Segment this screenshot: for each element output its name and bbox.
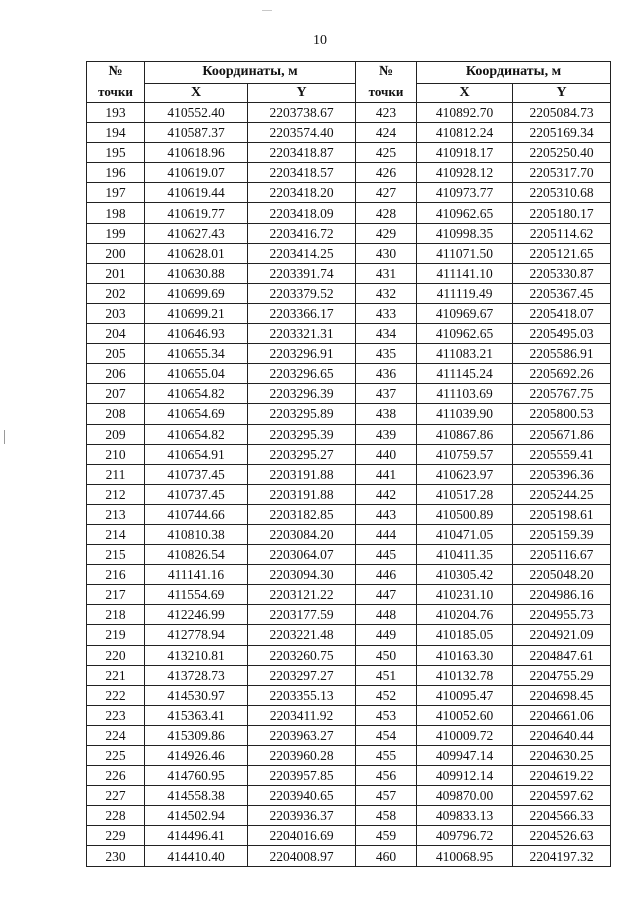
y-coordinate-cell: 2203418.57	[248, 163, 356, 183]
table-row	[87, 806, 611, 826]
point-number-cell: 435	[356, 344, 417, 364]
num-symbol: №	[108, 64, 123, 79]
y-coordinate-cell: 2203940.65	[248, 786, 356, 806]
y-coordinate-cell: 2203738.67	[248, 103, 356, 123]
y-coordinate-cell: 2203355.13	[248, 685, 356, 705]
point-number-cell: 441	[356, 464, 417, 484]
x-coordinate-cell: 410552.40	[145, 103, 248, 123]
table-row	[87, 504, 611, 524]
point-number-cell: 208	[87, 404, 145, 424]
point-number-cell: 223	[87, 705, 145, 725]
y-coordinate-cell: 2203296.65	[248, 364, 356, 384]
coords-header: Координаты, м	[145, 62, 356, 84]
y-coordinate-cell: 2203418.09	[248, 203, 356, 223]
point-number-cell: 228	[87, 806, 145, 826]
y-coordinate-cell: 2205198.61	[513, 504, 611, 524]
x-coordinate-cell: 412778.94	[145, 625, 248, 645]
x-coordinate-cell: 411103.69	[417, 384, 513, 404]
point-number-cell: 448	[356, 605, 417, 625]
y-coordinate-cell: 2203260.75	[248, 645, 356, 665]
point-number-cell: 438	[356, 404, 417, 424]
x-coordinate-cell: 410627.43	[145, 223, 248, 243]
x-coordinate-cell: 410500.89	[417, 504, 513, 524]
x-coordinate-cell: 410892.70	[417, 103, 513, 123]
y-coordinate-cell: 2205767.75	[513, 384, 611, 404]
point-number-cell: 219	[87, 625, 145, 645]
point-number-cell: 446	[356, 565, 417, 585]
point-number-cell: 440	[356, 444, 417, 464]
table-row	[87, 484, 611, 504]
table-row	[87, 404, 611, 424]
y-coordinate-cell: 2203221.48	[248, 625, 356, 645]
y-coordinate-cell: 2204755.29	[513, 665, 611, 685]
table-row	[87, 665, 611, 685]
y-coordinate-cell: 2205250.40	[513, 143, 611, 163]
x-coordinate-cell: 411554.69	[145, 585, 248, 605]
point-number-cell: 455	[356, 746, 417, 766]
table-row	[87, 625, 611, 645]
table-row	[87, 384, 611, 404]
y-coordinate-cell: 2203379.52	[248, 283, 356, 303]
page-number: 10	[313, 33, 327, 48]
point-number-cell: 205	[87, 344, 145, 364]
y-coordinate-cell: 2203121.22	[248, 585, 356, 605]
x-coordinate-cell: 410411.35	[417, 545, 513, 565]
y-coordinate-cell: 2204986.16	[513, 585, 611, 605]
x-coordinate-cell: 411141.10	[417, 263, 513, 283]
table-row	[87, 545, 611, 565]
x-coordinate-cell: 409947.14	[417, 746, 513, 766]
y-coordinate-cell: 2203414.25	[248, 243, 356, 263]
y-coordinate-cell: 2203296.39	[248, 384, 356, 404]
y-coordinate-cell: 2203064.07	[248, 545, 356, 565]
point-number-cell: 456	[356, 766, 417, 786]
x-coordinate-cell: 410962.65	[417, 324, 513, 344]
table-row	[87, 746, 611, 766]
point-number-cell: 453	[356, 705, 417, 725]
x-coordinate-cell: 410630.88	[145, 263, 248, 283]
x-coordinate-cell: 410826.54	[145, 545, 248, 565]
point-number-cell: 227	[87, 786, 145, 806]
x-coordinate-cell: 410867.86	[417, 424, 513, 444]
y-coordinate-cell: 2205692.26	[513, 364, 611, 384]
x-coordinate-cell: 410969.67	[417, 303, 513, 323]
point-number-cell: 198	[87, 203, 145, 223]
y-header: Y	[248, 83, 356, 102]
table-row	[87, 826, 611, 846]
table-row	[87, 786, 611, 806]
point-number-cell: 459	[356, 826, 417, 846]
point-number-cell: 429	[356, 223, 417, 243]
y-coordinate-cell: 2204955.73	[513, 605, 611, 625]
x-coordinate-cell: 414558.38	[145, 786, 248, 806]
x-coordinate-cell: 410810.38	[145, 524, 248, 544]
point-number-cell: 218	[87, 605, 145, 625]
y-coordinate-cell: 2203963.27	[248, 725, 356, 745]
x-coordinate-cell: 410095.47	[417, 685, 513, 705]
x-coordinate-cell: 409833.13	[417, 806, 513, 826]
x-coordinate-cell: 414496.41	[145, 826, 248, 846]
point-number-cell: 451	[356, 665, 417, 685]
table-row	[87, 685, 611, 705]
point-number-header	[87, 62, 145, 103]
table-row	[87, 846, 611, 866]
x-coordinate-cell: 410628.01	[145, 243, 248, 263]
x-coordinate-cell: 410654.91	[145, 444, 248, 464]
y-coordinate-cell: 2204619.22	[513, 766, 611, 786]
table-row	[87, 444, 611, 464]
point-number-cell: 445	[356, 545, 417, 565]
point-number-cell: 194	[87, 123, 145, 143]
point-number-cell: 214	[87, 524, 145, 544]
y-coordinate-cell: 2204640.44	[513, 725, 611, 745]
point-number-cell: 447	[356, 585, 417, 605]
point-number-cell: 226	[87, 766, 145, 786]
point-number-cell: 427	[356, 183, 417, 203]
y-coordinate-cell: 2203321.31	[248, 324, 356, 344]
x-coordinate-cell: 410737.45	[145, 484, 248, 504]
point-number-cell: 195	[87, 143, 145, 163]
y-header: Y	[513, 83, 611, 102]
x-coordinate-cell: 415309.86	[145, 725, 248, 745]
point-number-cell: 220	[87, 645, 145, 665]
point-number-cell: 229	[87, 826, 145, 846]
point-number-cell: 433	[356, 303, 417, 323]
y-coordinate-cell: 2205180.17	[513, 203, 611, 223]
table-row	[87, 344, 611, 364]
point-number-cell: 225	[87, 746, 145, 766]
x-coordinate-cell: 410618.96	[145, 143, 248, 163]
table-row	[87, 283, 611, 303]
x-coordinate-cell: 410471.05	[417, 524, 513, 544]
table-row	[87, 203, 611, 223]
y-coordinate-cell: 2203416.72	[248, 223, 356, 243]
point-number-cell: 213	[87, 504, 145, 524]
y-coordinate-cell: 2203418.20	[248, 183, 356, 203]
x-coordinate-cell: 410699.21	[145, 303, 248, 323]
y-coordinate-cell: 2205367.45	[513, 283, 611, 303]
y-coordinate-cell: 2203296.91	[248, 344, 356, 364]
x-coordinate-cell: 412246.99	[145, 605, 248, 625]
x-coordinate-cell: 410962.65	[417, 203, 513, 223]
point-number-cell: 210	[87, 444, 145, 464]
point-number-cell: 196	[87, 163, 145, 183]
y-coordinate-cell: 2203084.20	[248, 524, 356, 544]
point-number-cell: 431	[356, 263, 417, 283]
point-number-cell: 215	[87, 545, 145, 565]
x-coordinate-cell: 410052.60	[417, 705, 513, 725]
x-coordinate-cell: 410998.35	[417, 223, 513, 243]
x-coordinate-cell: 410654.82	[145, 424, 248, 444]
table-row	[87, 565, 611, 585]
x-coordinate-cell: 411039.90	[417, 404, 513, 424]
x-coordinate-cell: 410918.17	[417, 143, 513, 163]
table-row	[87, 364, 611, 384]
point-number-cell: 449	[356, 625, 417, 645]
table-row	[87, 123, 611, 143]
y-coordinate-cell: 2204698.45	[513, 685, 611, 705]
x-coordinate-cell: 409796.72	[417, 826, 513, 846]
x-coordinate-cell: 415363.41	[145, 705, 248, 725]
y-coordinate-cell: 2205116.67	[513, 545, 611, 565]
point-number-cell: 212	[87, 484, 145, 504]
y-coordinate-cell: 2203177.59	[248, 605, 356, 625]
x-coordinate-cell: 411071.50	[417, 243, 513, 263]
table-row	[87, 766, 611, 786]
table-row	[87, 645, 611, 665]
x-coordinate-cell: 410973.77	[417, 183, 513, 203]
y-coordinate-cell: 2203391.74	[248, 263, 356, 283]
scan-artifact	[4, 430, 5, 444]
point-number-cell: 458	[356, 806, 417, 826]
point-number-cell: 209	[87, 424, 145, 444]
x-coordinate-cell: 414410.40	[145, 846, 248, 866]
x-coordinate-cell: 410812.24	[417, 123, 513, 143]
y-coordinate-cell: 2205159.39	[513, 524, 611, 544]
y-coordinate-cell: 2205396.36	[513, 464, 611, 484]
table-row	[87, 303, 611, 323]
table-row	[87, 705, 611, 725]
x-coordinate-cell: 409870.00	[417, 786, 513, 806]
table-row	[87, 524, 611, 544]
x-coordinate-cell: 414502.94	[145, 806, 248, 826]
point-number-cell: 454	[356, 725, 417, 745]
table-row	[87, 243, 611, 263]
y-coordinate-cell: 2205330.87	[513, 263, 611, 283]
x-coordinate-cell: 410623.97	[417, 464, 513, 484]
y-coordinate-cell: 2205169.34	[513, 123, 611, 143]
y-coordinate-cell: 2205495.03	[513, 324, 611, 344]
x-coordinate-cell: 414760.95	[145, 766, 248, 786]
x-coordinate-cell: 410654.82	[145, 384, 248, 404]
num-sub-label: точки	[368, 84, 404, 99]
point-number-cell: 436	[356, 364, 417, 384]
x-coordinate-cell: 410619.77	[145, 203, 248, 223]
y-coordinate-cell: 2203094.30	[248, 565, 356, 585]
x-coordinate-cell: 410068.95	[417, 846, 513, 866]
y-coordinate-cell: 2204597.62	[513, 786, 611, 806]
x-coordinate-cell: 410163.30	[417, 645, 513, 665]
point-number-cell: 199	[87, 223, 145, 243]
point-number-cell: 450	[356, 645, 417, 665]
y-coordinate-cell: 2204526.63	[513, 826, 611, 846]
point-number-cell: 206	[87, 364, 145, 384]
x-coordinate-cell: 410185.05	[417, 625, 513, 645]
y-coordinate-cell: 2204847.61	[513, 645, 611, 665]
point-number-cell: 203	[87, 303, 145, 323]
point-number-cell: 457	[356, 786, 417, 806]
point-number-cell: 201	[87, 263, 145, 283]
x-coordinate-cell: 410744.66	[145, 504, 248, 524]
x-coordinate-cell: 414530.97	[145, 685, 248, 705]
point-number-cell: 423	[356, 103, 417, 123]
point-number-cell: 434	[356, 324, 417, 344]
x-coordinate-cell: 411083.21	[417, 344, 513, 364]
table-row	[87, 424, 611, 444]
x-coordinate-cell: 410646.93	[145, 324, 248, 344]
y-coordinate-cell: 2205121.65	[513, 243, 611, 263]
x-coordinate-cell: 410928.12	[417, 163, 513, 183]
y-coordinate-cell: 2204566.33	[513, 806, 611, 826]
y-coordinate-cell: 2205800.53	[513, 404, 611, 424]
x-coordinate-cell: 410009.72	[417, 725, 513, 745]
point-number-cell: 437	[356, 384, 417, 404]
table-row	[87, 143, 611, 163]
point-number-cell: 443	[356, 504, 417, 524]
y-coordinate-cell: 2205244.25	[513, 484, 611, 504]
x-coordinate-cell: 410654.69	[145, 404, 248, 424]
point-number-header	[356, 62, 417, 103]
x-coordinate-cell: 413728.73	[145, 665, 248, 685]
point-number-cell: 425	[356, 143, 417, 163]
table-row	[87, 605, 611, 625]
x-coordinate-cell: 409912.14	[417, 766, 513, 786]
point-number-cell: 211	[87, 464, 145, 484]
x-coordinate-cell: 410619.44	[145, 183, 248, 203]
point-number-cell: 452	[356, 685, 417, 705]
table-row	[87, 324, 611, 344]
point-number-cell: 439	[356, 424, 417, 444]
table-row	[87, 183, 611, 203]
point-number-cell: 460	[356, 846, 417, 866]
x-coordinate-cell: 410517.28	[417, 484, 513, 504]
y-coordinate-cell: 2204016.69	[248, 826, 356, 846]
table-row	[87, 464, 611, 484]
point-number-cell: 217	[87, 585, 145, 605]
coords-header: Координаты, м	[417, 62, 611, 84]
y-coordinate-cell: 2205084.73	[513, 103, 611, 123]
y-coordinate-cell: 2205317.70	[513, 163, 611, 183]
point-number-cell: 202	[87, 283, 145, 303]
y-coordinate-cell: 2203295.89	[248, 404, 356, 424]
x-coordinate-cell: 410655.34	[145, 344, 248, 364]
x-coordinate-cell: 410231.10	[417, 585, 513, 605]
y-coordinate-cell: 2205310.68	[513, 183, 611, 203]
table-row	[87, 725, 611, 745]
table-body	[87, 103, 611, 867]
y-coordinate-cell: 2203411.92	[248, 705, 356, 725]
y-coordinate-cell: 2205418.07	[513, 303, 611, 323]
y-coordinate-cell: 2205671.86	[513, 424, 611, 444]
point-number-cell: 230	[87, 846, 145, 866]
y-coordinate-cell: 2204921.09	[513, 625, 611, 645]
y-coordinate-cell: 2205048.20	[513, 565, 611, 585]
x-coordinate-cell: 410655.04	[145, 364, 248, 384]
point-number-cell: 193	[87, 103, 145, 123]
table-row	[87, 263, 611, 283]
scan-artifact	[262, 10, 272, 11]
point-number-cell: 444	[356, 524, 417, 544]
num-symbol: №	[378, 64, 394, 79]
y-coordinate-cell: 2203191.88	[248, 464, 356, 484]
y-coordinate-cell: 2203191.88	[248, 484, 356, 504]
y-coordinate-cell: 2205114.62	[513, 223, 611, 243]
point-number-cell: 207	[87, 384, 145, 404]
table-row	[87, 103, 611, 123]
x-coordinate-cell: 410204.76	[417, 605, 513, 625]
coordinates-table	[86, 61, 611, 867]
point-number-cell: 222	[87, 685, 145, 705]
y-coordinate-cell: 2205559.41	[513, 444, 611, 464]
y-coordinate-cell: 2203182.85	[248, 504, 356, 524]
x-coordinate-cell: 411119.49	[417, 283, 513, 303]
point-number-cell: 204	[87, 324, 145, 344]
y-coordinate-cell: 2203574.40	[248, 123, 356, 143]
y-coordinate-cell: 2204197.32	[513, 846, 611, 866]
x-coordinate-cell: 411141.16	[145, 565, 248, 585]
y-coordinate-cell: 2204008.97	[248, 846, 356, 866]
table-row	[87, 163, 611, 183]
point-number-cell: 216	[87, 565, 145, 585]
x-header: X	[417, 83, 513, 102]
table-row	[87, 585, 611, 605]
point-number-cell: 430	[356, 243, 417, 263]
point-number-cell: 221	[87, 665, 145, 685]
point-number-cell: 424	[356, 123, 417, 143]
point-number-cell: 432	[356, 283, 417, 303]
x-coordinate-cell: 414926.46	[145, 746, 248, 766]
x-coordinate-cell: 410737.45	[145, 464, 248, 484]
x-coordinate-cell: 413210.81	[145, 645, 248, 665]
x-coordinate-cell: 410699.69	[145, 283, 248, 303]
point-number-cell: 224	[87, 725, 145, 745]
y-coordinate-cell: 2203297.27	[248, 665, 356, 685]
point-number-cell: 426	[356, 163, 417, 183]
table-row	[87, 223, 611, 243]
point-number-cell: 442	[356, 484, 417, 504]
x-coordinate-cell: 410132.78	[417, 665, 513, 685]
y-coordinate-cell: 2203295.27	[248, 444, 356, 464]
y-coordinate-cell: 2203295.39	[248, 424, 356, 444]
y-coordinate-cell: 2203936.37	[248, 806, 356, 826]
y-coordinate-cell: 2203957.85	[248, 766, 356, 786]
x-coordinate-cell: 411145.24	[417, 364, 513, 384]
point-number-cell: 428	[356, 203, 417, 223]
x-coordinate-cell: 410759.57	[417, 444, 513, 464]
point-number-cell: 200	[87, 243, 145, 263]
num-sub-label: точки	[98, 84, 133, 99]
y-coordinate-cell: 2203418.87	[248, 143, 356, 163]
y-coordinate-cell: 2203366.17	[248, 303, 356, 323]
point-number-cell: 197	[87, 183, 145, 203]
x-coordinate-cell: 410305.42	[417, 565, 513, 585]
x-coordinate-cell: 410587.37	[145, 123, 248, 143]
y-coordinate-cell: 2205586.91	[513, 344, 611, 364]
y-coordinate-cell: 2204630.25	[513, 746, 611, 766]
x-header: X	[145, 83, 248, 102]
y-coordinate-cell: 2204661.06	[513, 705, 611, 725]
x-coordinate-cell: 410619.07	[145, 163, 248, 183]
y-coordinate-cell: 2203960.28	[248, 746, 356, 766]
